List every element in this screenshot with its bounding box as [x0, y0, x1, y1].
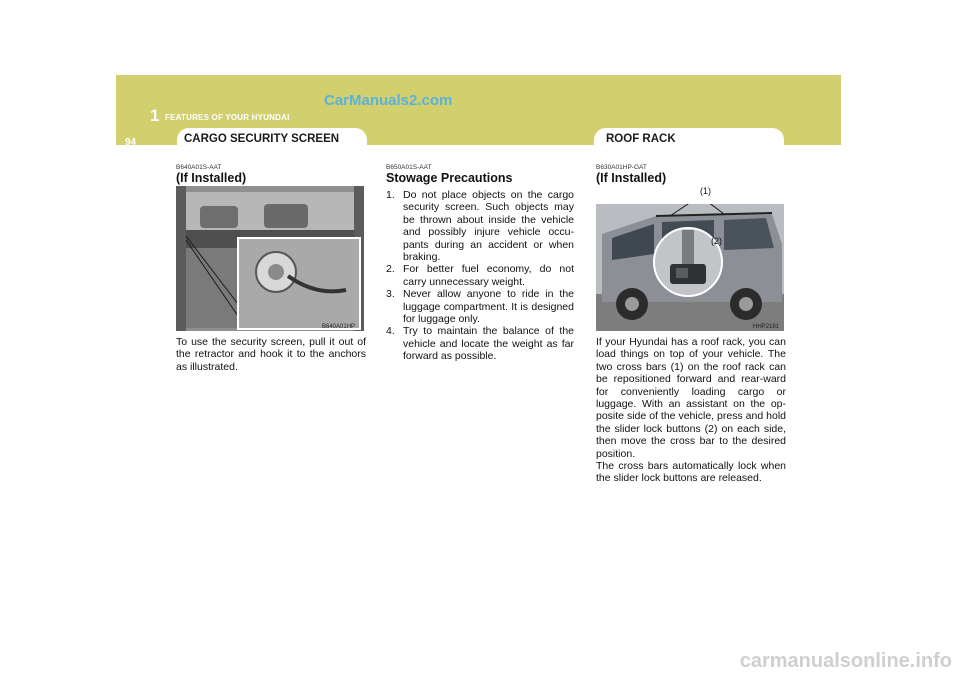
roof-rack-title: ROOF RACK	[606, 133, 676, 145]
chapter-title: FEATURES OF YOUR HYUNDAI	[165, 113, 290, 122]
section-code: B630A01HP-GAT	[596, 164, 647, 171]
list-item: 1. Do not place objects on the cargo security screen. Such objects may be thrown about inside the vehicle and possibly injure vehicle occu-pants during an accident or when braking.	[386, 189, 574, 264]
list-item: 3. Never allow anyone to ride in the luggage compartment. It is designed for luggage only.	[386, 288, 574, 326]
section-heading: (If Installed)	[596, 171, 667, 185]
chapter-number: 1	[150, 106, 160, 125]
cargo-screen-instructions: To use the security screen, pull it out of the retractor and hook it to the anchors as illustrated.	[176, 336, 366, 373]
section-heading: Stowage Precautions	[386, 171, 513, 185]
page-number: 94	[125, 137, 137, 148]
roof-rack-instructions: If your Hyundai has a roof rack, you can load things on top of your vehicle. The two cross bars (1) on the roof rack can be repositioned forward and rear-ward for conveniently loading cargo or luggage. With an assistant on the op-posite side of the vehicle, press and hold the slider lock buttons (2) on each side, then move the cross bar to the desired position.	[596, 336, 786, 460]
callout-2: (2)	[711, 236, 722, 246]
roof-rack-photo	[596, 204, 784, 331]
cargo-screen-title: CARGO SECURITY SCREEN	[184, 133, 340, 145]
stowage-precautions-list	[386, 189, 574, 363]
section-heading: (If Installed)	[176, 171, 247, 185]
list-item: 4. Try to maintain the balance of the vehicle and locate the weight as far forward as possible.	[386, 325, 574, 363]
roof-rack-illustration	[596, 204, 784, 331]
section-code: B640A01S-AAT	[176, 164, 222, 171]
section-code: B650A01S-AAT	[386, 164, 432, 171]
callout-1: (1)	[700, 186, 711, 196]
roof-rack-photo-caption: HHP2181	[753, 324, 780, 330]
site-watermark[interactable]: CarManuals2.com	[324, 92, 453, 109]
footer-watermark[interactable]: carmanualsonline.info	[739, 650, 952, 672]
cargo-screen-photo	[176, 186, 364, 331]
roof-rack-note: The cross bars automatically lock when the slider lock buttons are released.	[596, 460, 786, 485]
list-item: 2. For better fuel economy, do not carry unnecessary weight.	[386, 263, 574, 288]
cargo-photo-caption: B640A01HP	[322, 324, 356, 330]
cargo-screen-illustration	[176, 186, 364, 331]
